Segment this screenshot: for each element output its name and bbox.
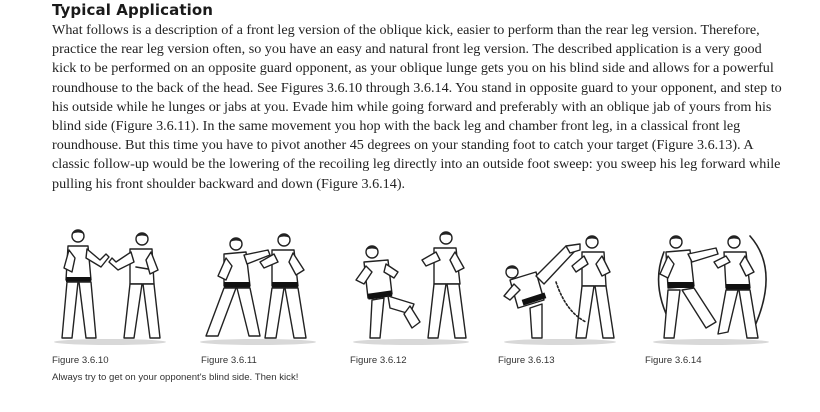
figure-3-6-14-illustration [646,222,776,348]
figure-3-6-13-illustration [496,222,624,348]
figure-3-6-12-illustration [346,222,476,348]
figure-3-6-10-illustration [50,222,170,348]
figure-caption-3-6-12: Figure 3.6.12 [350,355,407,366]
section-heading: Typical Application [52,1,214,19]
figure-3-6-11-illustration [194,222,322,348]
figure-caption-3-6-13: Figure 3.6.13 [498,355,555,366]
body-paragraph: What follows is a description of a front leg version of the oblique kick, easier to perform than the rear leg version. Therefore, practice the rear leg version often, so you have an easy and natural front leg version. The described application is a very good kick to be performed on an opposite guard opponent, as your oblique lunge gets you on his blind side and allows for a powerful roundhouse to the back of the head. See Figures 3.6.10 through 3.6.14. You stand in opposite guard to your opponent, and step to his outside while he lunges or jabs at you. Evade him while going forward and preferably with an oblique jab of yours from his blind side (Figure 3.6.11). In the same movement you hop with the back leg and chamber front leg, in a classical front leg roundhouse. But this time you have to pivot another 45 degrees on your standing foot to catch your target (Figure 3.6.13). A classic follow-up would be the lowering of the recoiling leg directly into an outside foot sweep: you sweep his leg forward while pulling his front shoulder backward and down (Figure 3.6.14). [52,22,782,192]
figure-caption-3-6-14: Figure 3.6.14 [645,355,702,366]
figure-note: Always try to get on your opponent's blind side. Then kick! [52,372,299,383]
figure-caption-3-6-11: Figure 3.6.11 [201,355,257,366]
figure-strip [46,222,786,348]
figure-caption-3-6-10: Figure 3.6.10 [52,355,109,366]
